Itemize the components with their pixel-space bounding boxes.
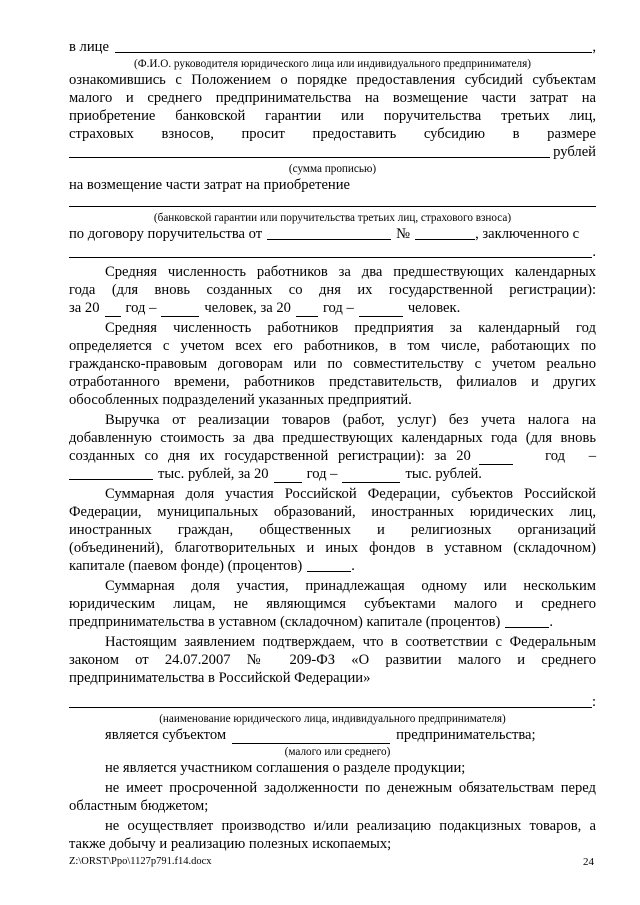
rev-year2-blank[interactable]	[274, 468, 302, 483]
para-line: года (для вновь созданных со дня их государственной регистрации):	[69, 282, 596, 298]
contract-party-line	[69, 243, 596, 261]
text: тыс. рублей, за 20	[158, 466, 269, 482]
share2-line: предпринимательства в уставном (складочном) капитале (процентов) .	[69, 614, 554, 630]
text: по договору поручительства от	[69, 226, 263, 242]
file-path: Z:\ORST\Ppo\1127p791.f14.docx	[69, 856, 212, 867]
document-body	[69, 38, 596, 853]
caption-amount: (сумма прописью)	[288, 163, 377, 175]
text: предпринимательства;	[396, 727, 536, 743]
org-name-blank[interactable]	[69, 693, 592, 708]
text: , заключенного с	[475, 226, 580, 242]
employees-line	[69, 299, 596, 317]
employees1-blank[interactable]	[161, 302, 199, 317]
text: №	[396, 226, 411, 242]
representative-line	[69, 38, 596, 56]
bullet-line: не осуществляет производство и/или реализацию подакцизных товаров, а	[105, 818, 596, 834]
contract-number-blank[interactable]	[415, 225, 475, 240]
text: созданных со дня их государственной регистрации): за 20	[69, 448, 471, 464]
caption-org-name: (наименование юридического лица, индивидуального предпринимателя)	[159, 713, 506, 725]
para-line: обособленных подразделений указанных предприятий.	[69, 392, 412, 408]
text: человек.	[407, 300, 461, 316]
page-number: 24	[583, 856, 594, 868]
para-line: Средняя численность работников предприятия за календарный год	[105, 320, 596, 336]
text: за 20	[69, 300, 100, 316]
para-line: иностранных граждан, общественных и религиозных организаций	[69, 522, 596, 538]
para-line: Средняя численность работников за два предшествующих календарных	[105, 264, 596, 280]
year2-blank[interactable]	[296, 302, 318, 317]
rev-year1-blank[interactable]	[479, 450, 513, 465]
text: в лице	[69, 39, 109, 55]
employees2-blank[interactable]	[359, 302, 403, 317]
text: ,	[592, 39, 596, 55]
para-line: добавленную стоимость за два предшествующих календарных года (для вновь	[69, 430, 596, 446]
para-line: страховых взносов, просит предоставить субсидию в размере	[69, 126, 596, 142]
bullet-line: не имеет просроченной задолженности по денежным обязательствам перед	[105, 780, 596, 796]
bullet-line: также добычу и реализацию полезных ископаемых;	[69, 836, 392, 852]
para-line: ознакомившись с Положением о порядке предоставления субсидий субъектам	[69, 72, 596, 88]
text: год –	[125, 300, 157, 316]
caption-fio: (Ф.И.О. руководителя юридического лица или индивидуального предпринимателя)	[134, 58, 531, 70]
caption-subject-size: (малого или среднего)	[284, 746, 391, 758]
revenue2-blank[interactable]	[342, 468, 400, 483]
para-line: отработанного времени, работников представительств, филиалов и других	[69, 374, 596, 390]
text: .	[592, 244, 596, 260]
para-line: предпринимательства в Российской Федерации»	[69, 670, 371, 686]
revenue1-blank[interactable]	[69, 465, 153, 480]
text: :	[591, 694, 596, 710]
bullet-line: областным бюджетом;	[69, 798, 209, 814]
text: на возмещение части затрат на приобретение	[69, 177, 351, 193]
text: рублей	[553, 144, 596, 160]
para-line: гражданско-правовым договорам или по совместительству с учетом реально	[69, 356, 596, 372]
contract-date-blank[interactable]	[267, 225, 391, 240]
amount-blank[interactable]	[69, 143, 550, 158]
contract-line	[69, 225, 596, 243]
text: капитале (паевом фонде) (процентов)	[69, 558, 303, 574]
text: является субъектом	[105, 727, 227, 743]
text: тыс. рублей.	[405, 466, 482, 482]
contract-party-blank[interactable]	[69, 243, 592, 258]
share1-blank[interactable]	[307, 557, 351, 572]
text: год –	[545, 448, 596, 464]
purpose-blank-line	[69, 194, 596, 210]
para-line: законом от 24.07.2007 № 209-ФЗ «О развитии малого и среднего	[69, 652, 596, 668]
para-line: Федерации, муниципальных образований, иностранных юридических лиц,	[69, 504, 596, 520]
share2-blank[interactable]	[505, 613, 549, 628]
representative-blank[interactable]	[115, 38, 592, 53]
purpose-blank[interactable]	[69, 192, 596, 207]
para-line: Настоящим заявлением подтверждаем, что в соответствии с Федеральным	[105, 634, 596, 650]
para-line: определяется с учетом всех его работников, в том числе, работающих по	[69, 338, 596, 354]
revenue-line-1	[69, 447, 596, 465]
para-line: малого и среднего предпринимательства на возмещение части затрат на	[69, 90, 596, 106]
para-line: Суммарная доля участия, принадлежащая одному или нескольким	[105, 578, 596, 594]
revenue-line-2	[69, 465, 596, 483]
text: год –	[306, 466, 338, 482]
text: предпринимательства в уставном (складочном) капитале (процентов)	[69, 614, 501, 630]
subject-line	[69, 726, 596, 744]
caption-guarantee: (банковской гарантии или поручительства третьих лиц, страхового взноса)	[153, 212, 512, 224]
para-line: Выручка от реализации товаров (работ, услуг) без учета налога на	[105, 412, 596, 428]
org-name-line	[69, 687, 596, 711]
subject-size-blank[interactable]	[232, 729, 390, 744]
year1-blank[interactable]	[105, 302, 121, 317]
para-line: юридическим лицам, не являющимся субъектами малого и среднего	[69, 596, 596, 612]
share1-line: капитале (паевом фонде) (процентов) .	[69, 558, 355, 574]
amount-line	[69, 143, 596, 161]
text: человек, за 20	[204, 300, 291, 316]
bullet-line: не является участником соглашения о разделе продукции;	[105, 760, 466, 776]
para-line: Суммарная доля участия Российской Федерации, субъектов Российской	[105, 486, 596, 502]
para-line: приобретение банковской гарантии или поручительства третьих лиц,	[69, 108, 596, 124]
para-line: (объединений), благотворительных и иных фондов в уставном (складочном)	[69, 540, 596, 556]
text: год –	[322, 300, 354, 316]
